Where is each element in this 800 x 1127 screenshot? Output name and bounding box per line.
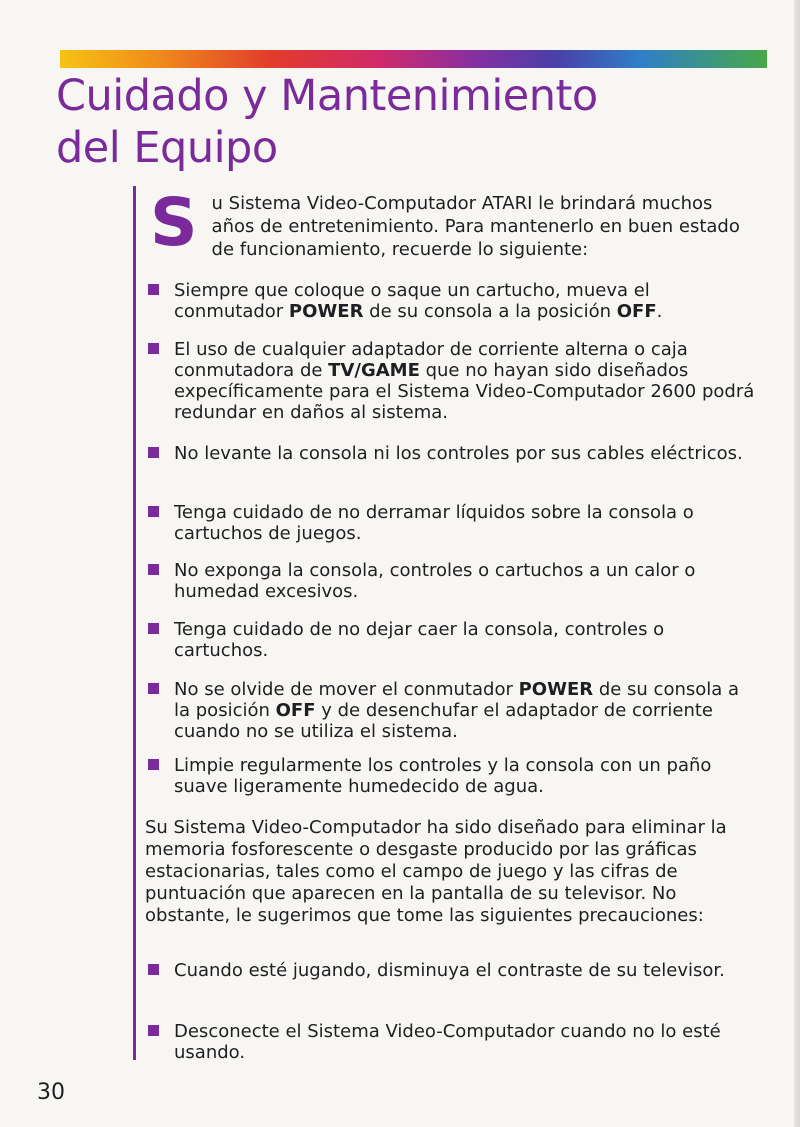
bullet-text: de su consola a la posición — [174, 679, 740, 721]
bullet-text: de su consola a la posición — [363, 301, 617, 322]
bullet-square-icon — [148, 447, 159, 458]
bold-term: TV/GAME — [328, 360, 420, 381]
bullet-square-icon — [148, 284, 159, 295]
bold-term: OFF — [275, 700, 316, 721]
bullet-text: No levante la consola ni los controles por sus cables eléctricos. — [174, 443, 743, 464]
list-item — [148, 339, 760, 423]
list-item — [148, 443, 760, 464]
title-line-1: Cuidado y Mantenimiento — [56, 71, 598, 121]
rainbow-header-bar — [60, 50, 767, 68]
bold-term: OFF — [616, 301, 657, 322]
bullet-text: Siempre que coloque o saque un cartucho, mueva el conmutador — [174, 280, 650, 322]
title-line-2: del Equipo — [56, 123, 278, 173]
bullet-square-icon — [148, 964, 159, 975]
bullet-text: Cuando esté jugando, disminuya el contraste de su televisor. — [174, 960, 725, 981]
bullet-square-icon — [148, 506, 159, 517]
list-item — [148, 560, 760, 602]
list-item — [148, 619, 760, 661]
bullet-text: y de desenchufar el adaptador de corriente cuando no se utiliza el sistema. — [174, 700, 713, 742]
bold-term: POWER — [288, 301, 364, 322]
bullet-square-icon — [148, 343, 159, 354]
bullet-square-icon — [148, 1025, 159, 1036]
list-item — [148, 960, 760, 981]
drop-cap: S — [150, 184, 198, 261]
bullet-text: No se olvide de mover el conmutador — [174, 679, 519, 700]
bold-term: POWER — [518, 679, 594, 700]
bullet-text: Tenga cuidado de no dejar caer la consola, controles o cartuchos. — [174, 619, 665, 661]
bullet-square-icon — [148, 564, 159, 575]
list-item — [148, 755, 760, 797]
bullet-square-icon — [148, 759, 159, 770]
bullet-text: Tenga cuidado de no derramar líquidos sobre la consola o cartuchos de juegos. — [174, 502, 694, 544]
list-item — [148, 679, 760, 742]
page-edge — [794, 0, 800, 1127]
bullet-text: Limpie regularmente los controles y la consola con un paño suave ligeramente humedecido de agua. — [174, 755, 712, 797]
list-item — [148, 502, 760, 544]
bullet-text: Desconecte el Sistema Video-Computador cuando no lo esté usando. — [174, 1021, 721, 1063]
vertical-rule — [133, 186, 136, 1060]
list-item — [148, 1021, 760, 1063]
bullet-text: No exponga la consola, controles o cartuchos a un calor o humedad excesivos. — [174, 560, 696, 602]
body-paragraph: Su Sistema Video-Computador ha sido diseñado para eliminar la memoria fosforescente o desgaste producido por las gráficas estacionarias, tales como el campo de juego y las cifras de puntuación que aparecen en la pantalla de su televisor. No obstante, le sugerimos que tome las siguientes precauciones: — [145, 817, 727, 926]
list-item — [148, 280, 760, 322]
bullet-text: . — [656, 301, 663, 322]
bullet-text: que no hayan sido diseñados expecíficamente para el Sistema Video-Computador 2600 podrá redundar en daños al sistema. — [174, 360, 755, 423]
page-title — [56, 70, 598, 174]
bullet-square-icon — [148, 623, 159, 634]
bullet-text: El uso de cualquier adaptador de corriente alterna o caja conmutadora de — [174, 339, 688, 381]
intro-paragraph — [150, 184, 760, 261]
bullet-square-icon — [148, 683, 159, 694]
page-number: 30 — [37, 1080, 65, 1105]
intro-text: u Sistema Video-Computador ATARI le brindará muchos años de entretenimiento. Para mantenerlo en buen estado de funcionamiento, recuerde lo siguiente: — [211, 193, 740, 260]
